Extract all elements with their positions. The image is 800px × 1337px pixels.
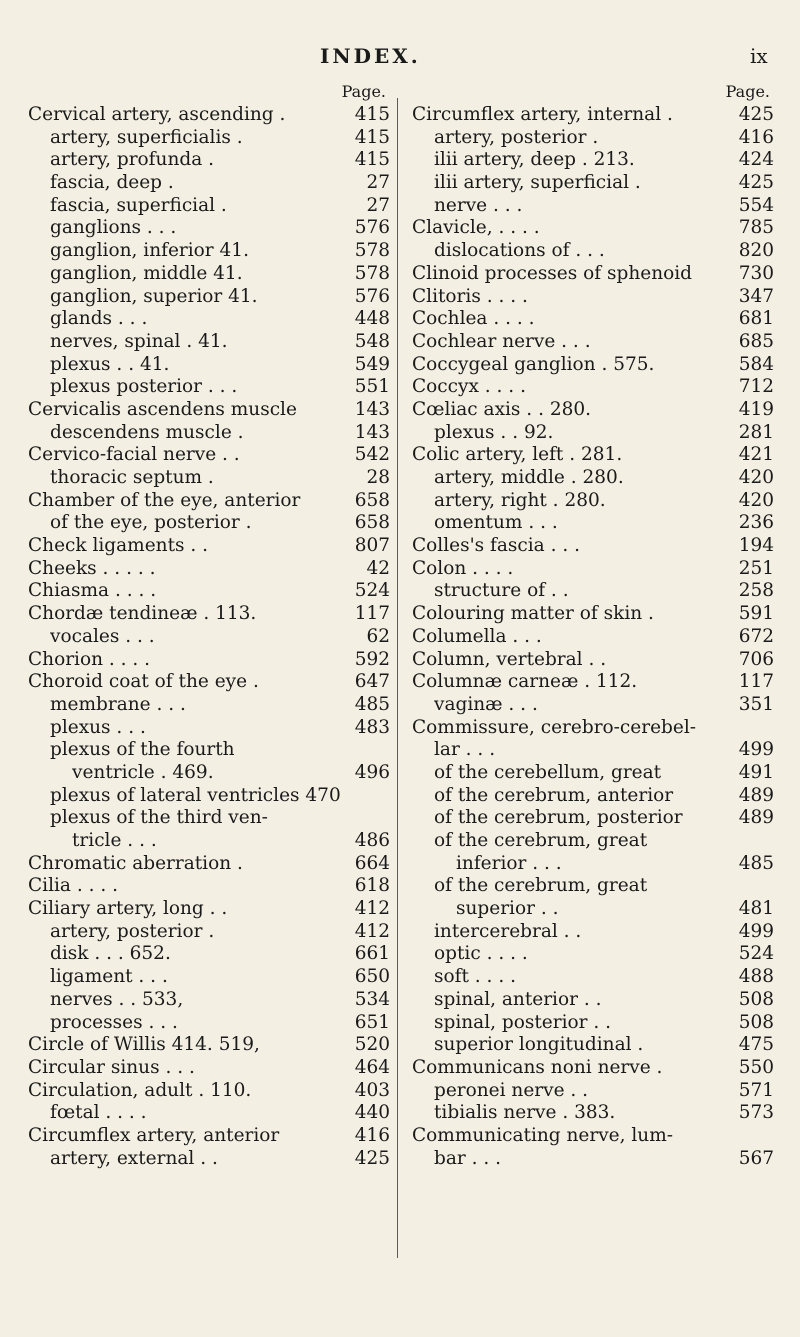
index-entry-page: 567 — [738, 1147, 774, 1169]
index-entry-page: 27 — [366, 172, 390, 194]
index-entry-page: 618 — [354, 875, 390, 897]
index-entry — [412, 1148, 774, 1171]
index-entry-page: 647 — [354, 671, 390, 693]
index-entry — [28, 535, 390, 558]
index-entry-page: 591 — [738, 603, 774, 625]
index-entry-text: Colouring matter of skin . — [412, 603, 654, 625]
page-column-label: Page. — [725, 82, 770, 101]
index-entry-page: 421 — [738, 444, 774, 466]
column-divider — [397, 98, 398, 1258]
index-entry-text: artery, posterior . — [434, 126, 599, 148]
index-entry-page — [350, 807, 390, 830]
index-entry-page: 524 — [738, 943, 774, 965]
index-entry — [412, 966, 774, 989]
index-entry-text: Cœliac axis . . 280. — [412, 398, 592, 420]
index-entry-text: Cilia . . . . — [28, 875, 118, 897]
index-entry — [412, 943, 774, 966]
index-entry-text: ganglions . . . — [50, 217, 177, 239]
index-entry-page — [734, 875, 774, 898]
index-entry — [412, 694, 774, 717]
index-entry — [28, 785, 390, 808]
index-entry — [412, 467, 774, 490]
index-entry — [28, 717, 390, 740]
index-entry — [28, 195, 390, 218]
index-entry-text: of the eye, posterior . — [50, 512, 252, 534]
index-entry-page: 550 — [738, 1056, 774, 1078]
index-entry-page: 576 — [354, 285, 390, 307]
index-entry-text: plexus posterior . . . — [50, 376, 238, 398]
index-entry-page: 440 — [354, 1102, 390, 1124]
index-entry-text: artery, posterior . — [50, 920, 215, 942]
index-entry-text: inferior . . . — [456, 852, 562, 874]
index-entry-text: Clitoris . . . . — [412, 285, 528, 307]
index-entry-text: of the cerebrum, anterior — [434, 784, 674, 806]
index-entry-text: ilii artery, deep . 213. — [434, 149, 635, 171]
index-entry — [412, 104, 774, 127]
index-entry-page: 592 — [354, 648, 390, 670]
index-entry-text: of the cerebrum, posterior — [434, 807, 683, 829]
index-entry-text: Chromatic aberration . — [28, 852, 243, 874]
index-entry-page: 416 — [738, 126, 774, 148]
index-entry — [28, 943, 390, 966]
index-entry — [412, 853, 774, 876]
index-entry-text: Colic artery, left . 281. — [412, 444, 623, 466]
index-entry-text: artery, middle . 280. — [434, 467, 624, 488]
index-entry-text: thoracic septum . — [50, 467, 214, 488]
index-entry-page: 508 — [738, 988, 774, 1010]
index-entry-text: intercerebral . . — [434, 920, 582, 942]
index-entry-text: Clinoid processes of sphenoid — [412, 262, 693, 284]
index-entry-text: Colon . . . . — [412, 557, 514, 579]
index-entry-page: 415 — [354, 104, 390, 125]
index-entry-text: Circumflex artery, internal . — [412, 104, 673, 125]
index-entry-text: tricle . . . — [72, 830, 157, 851]
index-entry-page: 194 — [738, 535, 774, 557]
index-entry-text: Cervicalis ascendens muscle — [28, 398, 297, 420]
index-column-right — [412, 82, 774, 1170]
index-entry-page: 658 — [354, 489, 390, 511]
index-entry-page: 488 — [738, 966, 774, 988]
index-entry — [412, 921, 774, 944]
index-entry — [412, 558, 774, 581]
index-entry-page: 485 — [738, 852, 774, 874]
index-entry-text: vaginæ . . . — [434, 693, 538, 715]
index-entry-page: 483 — [354, 716, 390, 738]
index-entry-text: superior . . — [456, 898, 559, 920]
index-entry-page: 415 — [354, 149, 390, 171]
index-entry-page: 117 — [738, 671, 774, 693]
index-entry — [412, 671, 774, 694]
index-entry-page: 576 — [354, 217, 390, 239]
index-entry-text: artery, right . 280. — [434, 489, 606, 511]
index-entry — [412, 263, 774, 286]
index-entry-text: lar . . . — [434, 739, 496, 761]
index-entry-text: optic . . . . — [434, 943, 528, 965]
index-entry-page: 548 — [354, 330, 390, 352]
index-entry — [412, 331, 774, 354]
index-entry-text: Chorion . . . . — [28, 648, 151, 670]
index-entry-text: plexus . . 92. — [434, 421, 554, 443]
index-entry-text: artery, superficialis . — [50, 126, 243, 148]
index-entry-page: 508 — [738, 1011, 774, 1033]
index-entry-page: 730 — [738, 262, 774, 284]
index-entry — [28, 263, 390, 286]
index-entry-text: ligament . . . — [50, 966, 168, 988]
index-entry — [412, 1012, 774, 1035]
index-entry-page: 712 — [738, 376, 774, 398]
index-entry-text: Communicating nerve, lum- — [412, 1124, 673, 1146]
index-entry — [412, 149, 774, 172]
index-entry — [412, 989, 774, 1012]
index-entry-page: 499 — [738, 920, 774, 942]
index-entry — [412, 762, 774, 785]
index-entry — [412, 603, 774, 626]
index-entry-page: 681 — [738, 308, 774, 330]
page-title: INDEX. — [320, 44, 421, 68]
index-entry-text: Cervical artery, ascending . — [28, 104, 286, 125]
index-entry-text: plexus of the third ven- — [50, 807, 268, 829]
index-entry-text: disk . . . 652. — [50, 943, 171, 965]
index-entry-text: plexus . . 41. — [50, 353, 170, 375]
index-entry-page: 143 — [354, 421, 390, 443]
index-entry-page: 785 — [738, 217, 774, 239]
index-entry-text: Communicans noni nerve . — [412, 1056, 663, 1078]
index-entry-page — [350, 785, 390, 808]
index-entry — [28, 649, 390, 672]
index-entry-text: of the cerebrum, great — [434, 830, 648, 851]
index-entry-text: Chordæ tendineæ . 113. — [28, 603, 257, 625]
index-entry-page: 491 — [738, 761, 774, 783]
index-entry-page: 425 — [738, 172, 774, 194]
index-entry-page: 62 — [366, 625, 390, 647]
index-entry-page: 425 — [354, 1147, 390, 1169]
index-entry-page: 578 — [354, 240, 390, 262]
index-entry-page: 351 — [738, 693, 774, 715]
index-entry — [412, 1080, 774, 1103]
index-entry-page: 448 — [354, 308, 390, 330]
index-entry-text: artery, profunda . — [50, 149, 214, 171]
index-entry-page: 554 — [738, 194, 774, 216]
index-entry-page: 27 — [366, 194, 390, 216]
index-entry — [28, 444, 390, 467]
index-entry — [28, 739, 390, 762]
index-entry-text: Coccygeal ganglion . 575. — [412, 353, 655, 375]
index-entry-page: 412 — [354, 920, 390, 942]
index-entry-page: 542 — [354, 444, 390, 466]
index-entry-text: nerves, spinal . 41. — [50, 330, 228, 352]
index-entry-text: structure of . . — [434, 580, 569, 602]
index-entry — [412, 308, 774, 331]
index-entry-text: Column, vertebral . . — [412, 648, 607, 670]
index-entry — [28, 671, 390, 694]
index-entry-page: 551 — [354, 376, 390, 398]
index-entry-text: vocales . . . — [50, 625, 155, 647]
index-entry — [28, 921, 390, 944]
index-entry-page: 416 — [354, 1124, 390, 1146]
index-entry — [412, 580, 774, 603]
index-entry — [28, 308, 390, 331]
index-entry — [28, 149, 390, 172]
index-entry — [28, 1057, 390, 1080]
index-entry-text: soft . . . . — [434, 966, 516, 988]
index-entry-page: 658 — [354, 512, 390, 534]
index-entry-text: Cochlear nerve . . . — [412, 330, 591, 352]
index-entry — [412, 127, 774, 150]
index-entry — [412, 898, 774, 921]
index-entry — [28, 762, 390, 785]
index-entry-page: 571 — [738, 1079, 774, 1101]
index-entry — [28, 1125, 390, 1148]
index-entry — [412, 535, 774, 558]
index-entry-page: 464 — [354, 1056, 390, 1078]
index-entry-page: 489 — [738, 784, 774, 806]
index-entry — [28, 127, 390, 150]
index-entry-text: of the cerebellum, great — [434, 761, 662, 783]
index-entry — [412, 1102, 774, 1125]
index-entry-page: 281 — [738, 421, 774, 443]
index-entry-text: Circumflex artery, anterior — [28, 1124, 280, 1146]
index-entry-page: 485 — [354, 693, 390, 715]
index-entry-page: 534 — [354, 988, 390, 1010]
index-entry-page: 236 — [738, 512, 774, 534]
index-entry-page: 419 — [738, 398, 774, 420]
index-entry — [28, 1080, 390, 1103]
index-entry-page: 475 — [738, 1034, 774, 1056]
index-entry-text: tibialis nerve . 383. — [434, 1102, 616, 1124]
index-entry — [412, 286, 774, 309]
index-entry-text: Circle of Willis 414. 519, — [28, 1034, 260, 1056]
index-entry-text: plexus of lateral ventricles 470 — [50, 784, 341, 806]
index-entry-text: plexus . . . — [50, 716, 146, 738]
index-entry-text: descendens muscle . — [50, 421, 244, 443]
index-entry — [412, 354, 774, 377]
index-entry-page: 807 — [354, 535, 390, 557]
index-entry-page: 549 — [354, 353, 390, 375]
index-entry — [28, 694, 390, 717]
index-entry-page: 578 — [354, 262, 390, 284]
index-entry — [28, 603, 390, 626]
index-entry — [412, 376, 774, 399]
index-entry — [412, 217, 774, 240]
index-entry — [28, 104, 390, 127]
index-entry — [28, 1012, 390, 1035]
index-entry — [412, 807, 774, 830]
index-entry-text: Circular sinus . . . — [28, 1056, 195, 1078]
index-entry — [28, 558, 390, 581]
index-entry-page: 706 — [738, 648, 774, 670]
index-entry — [28, 966, 390, 989]
index-entry — [28, 376, 390, 399]
index-entry-page: 415 — [354, 126, 390, 148]
index-entry-text: omentum . . . — [434, 512, 558, 534]
index-entry-page: 685 — [738, 330, 774, 352]
index-entry-page: 481 — [738, 898, 774, 920]
index-entry-page: 42 — [366, 557, 390, 579]
index-entry — [412, 422, 774, 445]
index-entry-text: Columella . . . — [412, 625, 542, 647]
index-entry-text: Clavicle, . . . . — [412, 217, 540, 239]
index-entry — [28, 422, 390, 445]
index-entry — [28, 807, 390, 830]
index-entry-page: 524 — [354, 580, 390, 602]
index-entry — [28, 853, 390, 876]
index-entry-page: 820 — [738, 240, 774, 262]
index-entry-page: 489 — [738, 807, 774, 829]
index-entry — [28, 217, 390, 240]
index-entry — [412, 717, 774, 740]
page-number: ix — [750, 44, 768, 68]
index-entry — [28, 1148, 390, 1171]
index-entry-page: 584 — [738, 353, 774, 375]
index-entry — [28, 399, 390, 422]
index-entry-page: 573 — [738, 1102, 774, 1124]
index-entry — [28, 626, 390, 649]
index-entry — [28, 875, 390, 898]
index-entry-text: ganglion, inferior 41. — [50, 240, 249, 262]
index-entry-page: 258 — [738, 580, 774, 602]
index-entry-page: 28 — [366, 467, 390, 488]
index-entry — [412, 785, 774, 808]
index-entry — [412, 830, 774, 853]
index-entry-text: Cheeks . . . . . — [28, 557, 156, 579]
index-entry-text: ganglion, superior 41. — [50, 285, 258, 307]
index-entry — [412, 739, 774, 762]
index-entry-text: Circulation, adult . 110. — [28, 1079, 252, 1101]
index-entry-text: fascia, deep . — [50, 172, 174, 194]
index-entry-page: 650 — [354, 966, 390, 988]
index-entry — [28, 172, 390, 195]
index-entry-text: Columnæ carneæ . 112. — [412, 671, 638, 693]
index-entry — [28, 830, 390, 853]
index-entry — [28, 467, 390, 490]
index-entry-page: 496 — [354, 761, 390, 783]
index-entry-text: spinal, anterior . . — [434, 988, 602, 1010]
index-entry-text: spinal, posterior . . — [434, 1011, 611, 1033]
index-entry-page: 424 — [738, 149, 774, 171]
index-entry — [28, 580, 390, 603]
index-entry-text: Ciliary artery, long . . — [28, 898, 228, 920]
index-entry-text: nerves . . 533, — [50, 988, 184, 1010]
index-entry — [28, 989, 390, 1012]
index-entry-page — [734, 830, 774, 853]
index-entry-page: 143 — [354, 398, 390, 420]
index-entry-text: Coccyx . . . . — [412, 376, 526, 398]
index-entry-text: peronei nerve . . — [434, 1079, 589, 1101]
index-entry — [28, 1102, 390, 1125]
index-entry — [412, 512, 774, 535]
index-entry-text: Chamber of the eye, anterior — [28, 489, 301, 511]
index-entry — [412, 1057, 774, 1080]
index-entry-text: artery, external . . — [50, 1147, 218, 1169]
index-entry — [28, 286, 390, 309]
index-entry-page: 420 — [738, 489, 774, 511]
index-entry-text: ilii artery, superficial . — [434, 172, 641, 194]
index-entry-page: 420 — [738, 467, 774, 488]
index-entry-text: Cochlea . . . . — [412, 308, 535, 330]
index-entry-text: Chiasma . . . . — [28, 580, 157, 602]
index-entry-text: nerve . . . — [434, 194, 523, 216]
index-entry-text: Check ligaments . . — [28, 535, 209, 557]
index-entry — [412, 1034, 774, 1057]
index-entry-page: 486 — [354, 830, 390, 851]
index-entry — [412, 649, 774, 672]
index-entry — [28, 240, 390, 263]
index-entry-text: fœtal . . . . — [50, 1102, 147, 1124]
index-entry — [412, 444, 774, 467]
index-entry-text: ventricle . 469. — [72, 761, 214, 783]
index-entry-text: glands . . . — [50, 308, 148, 330]
index-entry — [412, 875, 774, 898]
index-entry-text: fascia, superficial . — [50, 194, 227, 216]
index-entry — [28, 898, 390, 921]
index-entry-page: 499 — [738, 739, 774, 761]
index-entry — [28, 512, 390, 535]
index-entry — [412, 172, 774, 195]
index-entry-text: of the cerebrum, great — [434, 875, 648, 897]
index-entry-page: 425 — [738, 104, 774, 125]
index-entry-page: 520 — [354, 1034, 390, 1056]
index-entry — [412, 1125, 774, 1148]
index-entry-text: bar . . . — [434, 1147, 501, 1169]
index-entry-text: superior longitudinal . — [434, 1034, 644, 1056]
index-entry-page: 251 — [738, 557, 774, 579]
page-column-label: Page. — [341, 82, 386, 101]
index-entry-page — [734, 1125, 774, 1148]
index-entry-page: 651 — [354, 1011, 390, 1033]
index-entry-page — [350, 739, 390, 762]
index-entry-text: Choroid coat of the eye . — [28, 671, 259, 693]
index-entry — [412, 399, 774, 422]
index-entry-text: Commissure, cerebro-cerebel- — [412, 716, 696, 738]
index-column-left — [28, 82, 390, 1170]
index-entry-text: plexus of the fourth — [50, 739, 235, 761]
index-entry-text: ganglion, middle 41. — [50, 262, 243, 284]
index-entry — [412, 195, 774, 218]
index-entry — [28, 331, 390, 354]
index-entry-page: 672 — [738, 625, 774, 647]
index-entry-text: dislocations of . . . — [434, 240, 605, 262]
index-entry — [28, 490, 390, 513]
index-entry-page: 661 — [354, 943, 390, 965]
index-entry-page: 403 — [354, 1079, 390, 1101]
index-entry-page: 664 — [354, 852, 390, 874]
index-entry-text: Cervico-facial nerve . . — [28, 444, 240, 466]
index-entry-text: membrane . . . — [50, 693, 186, 715]
index-entry — [412, 240, 774, 263]
index-entry-text: processes . . . — [50, 1011, 178, 1033]
index-entry — [412, 490, 774, 513]
index-entry-page: 117 — [354, 603, 390, 625]
index-entry-text: Colles's fascia . . . — [412, 535, 580, 557]
index-entry-page: 347 — [738, 285, 774, 307]
index-entry — [28, 1034, 390, 1057]
index-entry-page — [734, 717, 774, 740]
index-entry — [28, 354, 390, 377]
index-entry-page: 412 — [354, 898, 390, 920]
index-entry — [412, 626, 774, 649]
